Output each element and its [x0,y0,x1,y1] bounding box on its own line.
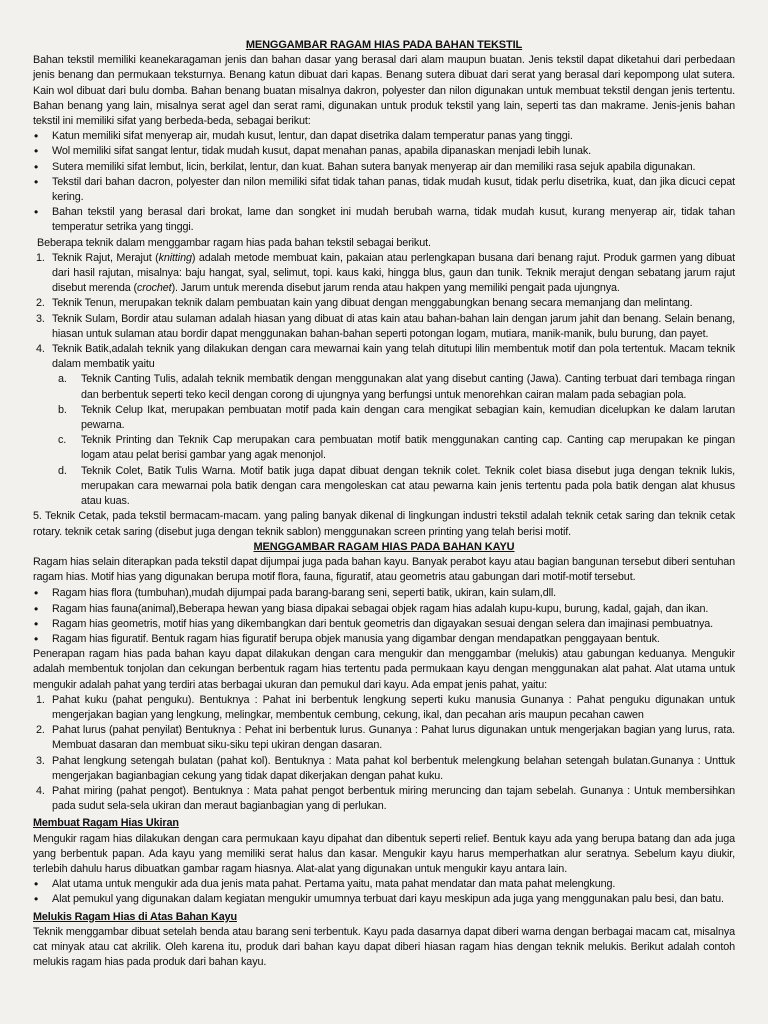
wood-intro-paragraph: Ragam hias selain diterapkan pada tekstil dapat dijumpai juga pada bahan kayu. Banyak perabot kayu atau bagian bangunan tersebut diberi sentuhan ragam hias. Motif hias yang digunakan berupa motif flora, fauna, figuratif, atau geometris atau gabungan dari motif-motif tersebut. [33,555,735,584]
list-index: c. [58,434,67,447]
list-item [33,296,735,311]
list-index: 2. [36,297,45,310]
list-item: • Ragam hias flora (tumbuhan),mudah dijumpai pada barang-barang seni, seperti batik, ukiran, kain sulam,dll. [33,586,735,601]
list-item [33,372,735,402]
list-item-text: Pahat lurus (pahat penyilat) Bentuknya : Pehat ini berbentuk lurus. Gunanya : Pahat lurus digunakan untuk mengerjakan bagian yang lurus, rata. Membuat dasaran dan membuat siku-siku tepi ukiran dengan dasaran. [52,724,735,752]
list-item [33,403,735,433]
list-item: • Alat utama untuk mengukir ada dua jenis mata pahat. Pertama yaitu, mata pahat mendatar dan mata pahat melengkung. [33,877,735,892]
list-item [33,251,735,297]
list-item [33,723,735,753]
emphasis-text: knitting [158,251,192,264]
wood-section-title: MENGGAMBAR RAGAM HIAS PADA BAHAN KAYU [253,540,515,553]
list-item-text: Teknik Colet, Batik Tulis Warna. Motif batik juga dapat dibuat dengan teknik colet. Teknik colet biasa disebut juga dengan teknik lukis, merupakan cara mewarnai pola batik dengan cara mengoleskan cat atau pewarna kain jenis tertentu pada pola batik dengan alat khusus atau kuas. [81,464,735,508]
list-index: b. [58,403,67,416]
textile-section-title: MENGGAMBAR RAGAM HIAS PADA BAHAN TEKSTIL [245,39,523,51]
batik-technique-list [33,372,735,509]
technique-list [33,251,735,373]
list-index: 3. [36,312,45,325]
text-segment: Teknik Rajut, Merajut ( [52,251,159,264]
list-index: 1. [36,693,45,706]
textile-properties-list [33,129,735,235]
list-index: 1. [36,251,45,264]
list-item: • Ragam hias figuratif. Bentuk ragam hias figuratif berupa objek manusia yang digambar dengan mendapatkan penggayaan bentuk. [33,632,735,647]
list-item: • Sutera memiliki sifat lembut, licin, berkilat, lentur, dan kuat. Bahan sutera banyak menyerap air dan memiliki rasa sejuk apabila digunakan. [33,160,735,175]
list-item-text: Pahat kuku (pahat penguku). Bentuknya : Pahat ini berbentuk lengkung seperti kuku manusia Gunanya : Pahat penguku digunakan untuk mengerjakan bagian yang lengkung, melingkar, membentuk cembung, cekung, ikal, dan pecahan aris maupun pecahan cawen [52,693,735,721]
list-index: 3. [36,754,45,767]
list-item [33,433,735,463]
list-item [33,464,735,510]
list-item: • Ragam hias geometris, motif hias yang dikembangkan dari bentuk geometris dan digayakan sesuai dengan selera dan imajinasi pembuatnya. [33,617,735,632]
list-item: • Wol memiliki sifat sangat lentur, tidak mudah kusut, dapat menahan panas, apabila dipanaskan menjadi lebih lunak. [33,144,735,159]
list-item: • Bahan tekstil yang berasal dari brokat, lame dan songket ini mudah berubah warna, tidak mudah kusut, kurang menyerap air, tidak tahan temperatur setrika yang tinggi. [33,205,735,235]
list-item-text: Teknik Batik,adalah teknik yang dilakukan dengan cara mewarnai kain yang telah ditutupi lilin membentuk motif dan pola tertentuk. Macam teknik dalam membatik yaitu [52,343,735,371]
list-item-text: Teknik Tenun, merupakan teknik dalam pembuatan kain yang dibuat dengan menggabungkan benang secara memanjang dan melintang. [52,297,693,310]
text-segment: ) adalah metode membuat kain, pakaian atau perlengkapan busana dari benang rajut. Produk garmen yang dibuat dari hasil rajutan, misalnya: baju hangat, syal, selimut, topi. kaus kaki, hingga blus, gaun dan tunik. Teknik merajut dengan sebatang jarum rajut disebut merenda ( [52,251,735,295]
painting-heading: Melukis Ragam Hias di Atas Bahan Kayu [33,910,237,923]
textile-intro-paragraph: Bahan tekstil memiliki keanekaragaman jenis dan bahan dasar yang berasal dari alam maupun buatan. Jenis tekstil dapat diketahui dari perbedaan jenis benang dan permukaan teksturnya. Benang katun dibuat dari kapas. Benang sutera dibuat dari serat yang berasal dari kepompong ulat sutera. Kain wol dibuat dari bulu domba. Bahan benang buatan misalnya dakron, polyester dan nilon digunakan untuk membuat tekstil dengan jenis tertentu. Bahan benang yang lain, misalnya serat agel dan serat rami, digunakan untuk produk tekstil yang lain, seperti tas dan makrame. Jenis-jenis bahan tekstil ini memiliki sifat yang berbeda-beda, sebagai berikut: [33,54,735,128]
list-item: • Alat pemukul yang digunakan dalam kegiatan mengukir umumnya terbuat dari kayu meskipun ada juga yang menggunakan palu besi, dan batu. [33,892,735,907]
text-segment: ). Jarum untuk merenda disebut jarum renda atau hakpen yang memiliki pengait pada ujungnya. [171,282,620,295]
chisel-list [33,693,735,815]
print-technique-paragraph: 5. Teknik Cetak, pada tekstil bermacam-macam. yang paling banyak dikenal di lingkungan industri tekstil adalah teknik cetak saring dan teknik cetak rotary. teknik cetak saring (disebut juga dengan teknik sablon) menggunakan screen printing yang telah berisi motif. [33,510,735,538]
list-item [33,342,735,372]
list-item: • Tekstil dari bahan dacron, polyester dan nilon memiliki sifat tidak tahan panas, tidak mudah kusut, tidak perlu disetrika, kuat, dan jika dicuci cepat kering. [33,175,735,205]
list-item [33,754,735,784]
list-item-text: Teknik Canting Tulis, adalah teknik membatik dengan menggunakan alat yang disebut canting (Jawa). Canting terbuat dari tembaga ringan dan berbentuk seperti teko kecil dengan corong di ujungnya yang berfungsi untuk menorehkan cairan malam pada sebagian pola. [81,373,735,401]
application-paragraph: Penerapan ragam hias pada bahan kayu dapat dilakukan dengan cara mengukir dan menggambar (melukis) atau gabungan keduanya. Mengukir adalah membentuk tonjolan dan cekungan berbentuk ragam hias tertentu pada permukaan kayu dengan menggunakan alat pahat. Alat utama untuk mengukir adalah pahat yang terdiri atas berbagai ukuran dan pemukul dari kayu. Ada empat jenis pahat, yaitu: [33,648,735,691]
list-item-text: Teknik Printing dan Teknik Cap merupakan cara pembuatan motif batik menggunakan canting cap. Canting cap merupakan ke pingan logam atau pelat berisi gambar yang agak menonjol. [81,434,735,462]
list-item-text: Teknik Celup Ikat, merupakan pembuatan motif pada kain dengan cara mengikat sebagian kain, kemudian dicelupkan ke dalam larutan pewarna. [81,403,735,432]
list-index: a. [58,373,67,386]
technique-intro: Beberapa teknik dalam menggambar ragam hias pada bahan tekstil sebagai berikut. [37,236,431,249]
list-item: • Katun memiliki sifat menyerap air, mudah kusut, lentur, dan dapat disetrika dalam temperatur panas yang tinggi. [33,129,735,144]
list-index: 2. [36,724,45,737]
list-item: • Ragam hias fauna(animal),Beberapa hewan yang biasa dipakai sebagai objek ragam hias adalah kupu-kupu, burung, kadal, gajah, dan ikan. [33,602,735,617]
list-index: 4. [36,343,45,356]
list-index: d. [58,464,67,477]
carving-paragraph: Mengukir ragam hias dilakukan dengan cara permukaan kayu dipahat dan dibentuk seperti relief. Bentuk kayu ada yang berupa batang dan ada juga yang berbentuk papan. Ada kayu yang memiliki serat halus dan kasar. Mengukir kayu harus memperhatkan alur seratnya. Sebelum kayu diukir, terlebih dahulu harus dibuatkan gambar ragam hiasnya. Alat-alat yang digunakan untuk mengukir kayu antara lain. [33,832,735,875]
painting-paragraph: Teknik menggambar dibuat setelah benda atau barang seni terbentuk. Kayu pada dasarnya dapat diberi warna dengan berbagai macam cat, misalnya cat minyak atau cat akrilik. Oleh karena itu, produk dari bahan kayu dapat diberi hiasan ragam hias dengan teknik melukis. Berikut adalah contoh melukis ragam hias pada produk dari bahan kayu. [33,925,735,969]
list-index: 4. [36,784,45,797]
emphasis-text: crochet [136,282,172,295]
list-item [33,693,735,723]
list-item [33,312,735,342]
list-item-text: Pahat lengkung setengah bulatan (pahat kol). Bentuknya : Mata pahat kol berbentuk melengkung belahan setengah bulatan.Gunanya : Unttuk mengerjakan bagianbagian cekung yang tidak dapat dikerjakan dengan pahat kuku. [52,754,735,782]
carving-heading: Membuat Ragam Hias Ukiran [33,817,179,830]
list-item-text: Pahat miring (pahat pengot). Bentuknya : Mata pahat pengot berbentuk miring meruncing dan tajam sebelah. Gunanya : Untuk membersihkan pada sudut sela-sela ukiran dan meraut bagianbagian yang di perlukan. [52,784,735,813]
carving-tools-list [33,877,735,907]
list-item [33,784,735,814]
list-item-text: Teknik Sulam, Bordir atau sulaman adalah hiasan yang dibuat di atas kain atau bahan-bahan lain dengan jarum jahit dan benang. Selain benang, hiasan untuk sulaman atau bordir dapat menggunakan bahan-bahan seperti potongan logam, mutiara, manik-manik, bulu burung, dan payet. [52,312,735,340]
wood-motif-list [33,586,735,647]
